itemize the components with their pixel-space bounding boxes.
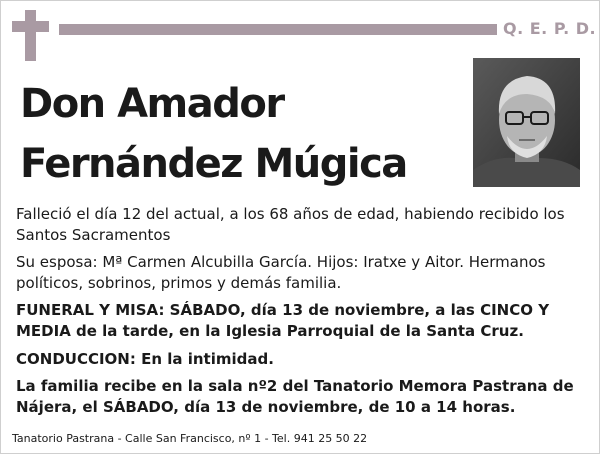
conduccion-text: CONDUCCION: En la intimidad.: [16, 350, 274, 368]
deceased-name-line1: Don Amador: [20, 81, 284, 127]
header-divider: [59, 24, 497, 35]
cross-icon: [25, 10, 36, 61]
cross-icon-arm: [12, 21, 49, 32]
funeral-home-footer: Tanatorio Pastrana - Calle San Francisco, nº 1 - Tel. 941 25 50 22: [12, 432, 368, 445]
family-text: Su esposa: Mª Carmen Alcubilla García. Hijos: Iratxe y Aitor. Hermanos políticos, sobrinos, primos y demás familia.: [16, 253, 546, 292]
portrait-photo: [473, 58, 580, 187]
death-notice-text: Falleció el día 12 del actual, a los 68 años de edad, habiendo recibido los Santos Sacramentos: [16, 205, 565, 244]
portrait-photo-icon: [473, 58, 580, 187]
visitation-text: La familia recibe en la sala nº2 del Tanatorio Memora Pastrana de Nájera, el SÁBADO, día 13 de noviembre, de 10 a 14 horas.: [16, 377, 574, 416]
funeral-text: FUNERAL Y MISA: SÁBADO, día 13 de noviembre, a las CINCO Y MEDIA de la tarde, en la Iglesia Parroquial de la Santa Cruz.: [16, 301, 550, 340]
qepd-label: Q. E. P. D.: [503, 19, 597, 38]
deceased-name-line2: Fernández Múgica: [20, 141, 407, 187]
